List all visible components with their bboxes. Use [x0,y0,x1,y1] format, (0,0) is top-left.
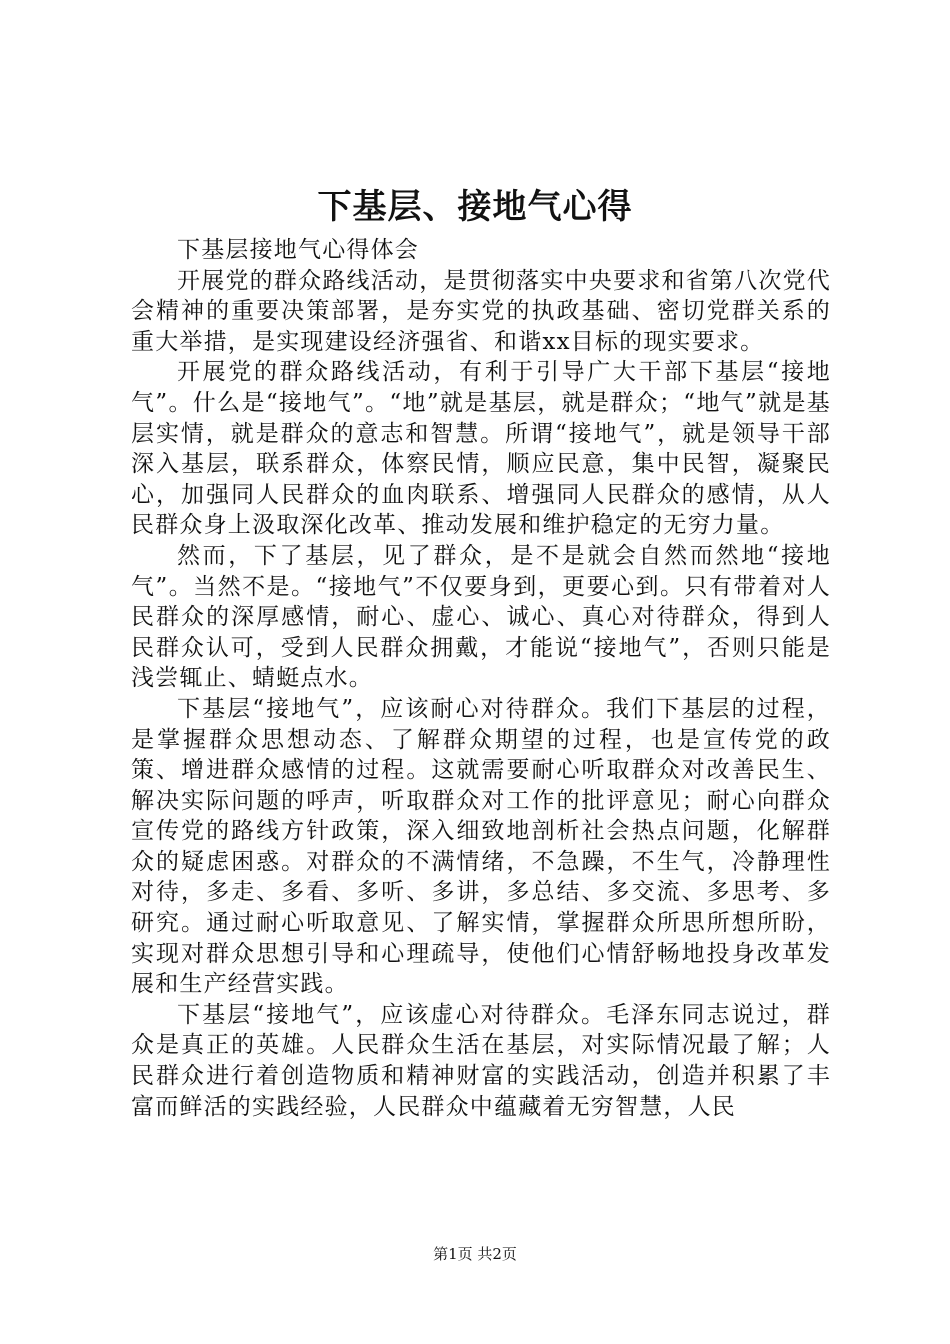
paragraph-subtitle: 下基层接地气心得体会 [177,237,419,263]
paragraph: 下基层“接地气”，应该虚心对待群众。毛泽东同志说过，群众是真正的英雄。人民群众生活在基层，对实际情况最了解；人民群众进行着创造物质和精神财富的实践活动，创造并积累了丰富而鲜活的实践经验，人民群众中蕴藏着无穷智慧，人民 [131,1001,831,1120]
paragraph: 下基层“接地气”，应该耐心对待群众。我们下基层的过程，是掌握群众思想动态、了解群众期望的过程，也是宣传党的政策、增进群众感情的过程。这就需要耐心听取群众对改善民生、解决实际问题的呼声，听取群众对工作的批评意见；耐心向群众宣传党的路线方针政策，深入细致地剖析社会热点问题，化解群众的疑虑困惑。对群众的不满情绪，不急躁，不生气，冷静理性对待，多走、多看、多听、多讲，多总结、多交流、多思考、多研究。通过耐心听取意见、了解实情，掌握群众所思所想所盼，实现对群众思想引导和心理疏导，使他们心情舒畅地投身改革发展和生产经营实践。 [131,695,831,998]
document-title: 下基层、接地气心得 [317,187,633,227]
paragraph: 开展党的群众路线活动，有利于引导广大干部下基层“接地气”。什么是“接地气”。“地”就是基层，就是群众；“地气”就是基层实情，就是群众的意志和智慧。所谓“接地气”，就是领导干部深入基层，联系群众，体察民情，顺应民意，集中民智，凝聚民心，加强同人民群众的血肉联系、增强同人民群众的感情，从人民群众身上汲取深化改革、推动发展和维护稳定的无穷力量。 [131,359,831,539]
page-number-footer: 第1页 共2页 [433,1245,517,1263]
paragraph: 开展党的群众路线活动，是贯彻落实中央要求和省第八次党代会精神的重要决策部署，是夯实党的执政基础、密切党群关系的重大举措，是实现建设经济强省、和谐xx目标的现实要求。 [131,267,831,355]
paragraph: 然而，下了基层，见了群众，是不是就会自然而然地“接地气”。当然不是。“接地气”不仅要身到，更要心到。只有带着对人民群众的深厚感情，耐心、虚心、诚心、真心对待群众，得到人民群众认可，受到人民群众拥戴，才能说“接地气”，否则只能是浅尝辄止、蜻蜓点水。 [131,542,831,692]
document-body [131,235,831,1122]
